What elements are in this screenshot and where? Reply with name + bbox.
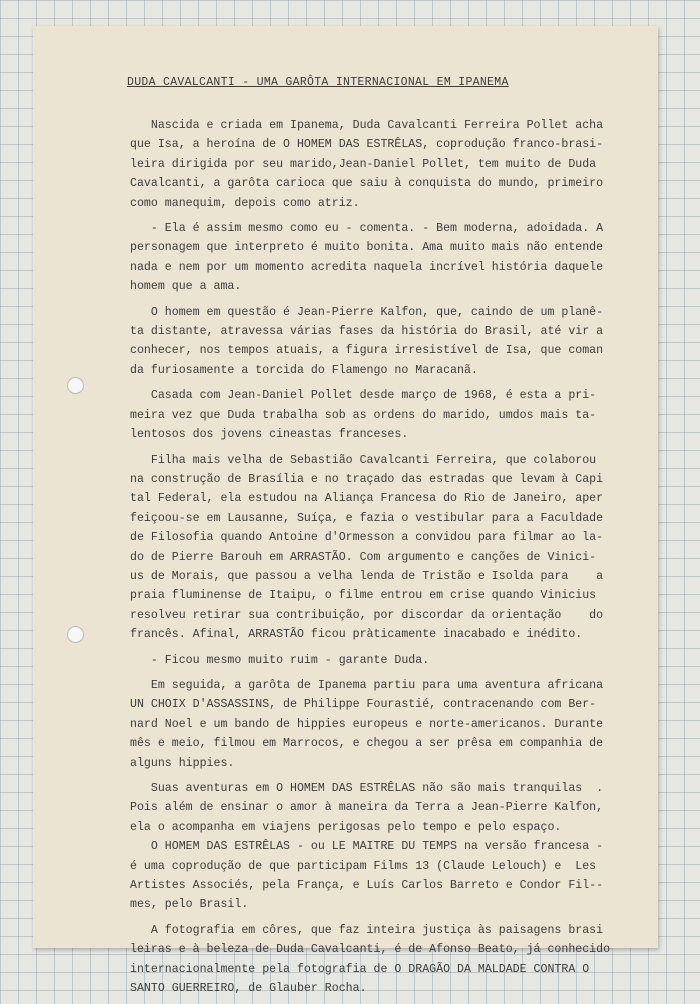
- text-line: - Ficou mesmo muito ruim - garante Duda.: [130, 653, 430, 667]
- text-line: nard Noel e um bando de hippies europeus e norte-americanos. Durante: [130, 717, 604, 731]
- text-line: praia fluminense de Itaipu, o filme entrou em crise quando Vinicius: [130, 589, 597, 603]
- paragraph: [130, 676, 670, 773]
- text-line: mes, pelo Brasil.: [130, 898, 249, 912]
- text-line: na construção de Brasília e no traçado das estradas que levam à Capi: [130, 472, 604, 486]
- text-line: feiçoou-se em Lausanne, Suíça, e fazia o vestibular para a Faculdade: [130, 511, 604, 525]
- text-line: é uma coprodução de que participam Films 13 (Claude Lelouch) e Les: [130, 859, 597, 873]
- text-line: leira dirigida por seu marido,Jean-Daniel Pollet, tem muito de Duda: [130, 157, 597, 171]
- text-line: homem que a ama.: [130, 280, 242, 294]
- text-line: A fotografia em côres, que faz inteira justiça às paisagens brasi: [130, 923, 604, 937]
- text-line: Suas aventuras em O HOMEM DAS ESTRÊLAS não são mais tranquilas .: [130, 782, 604, 795]
- paragraph: [130, 386, 670, 444]
- text-line: resolveu retirar sua contribuição, por discordar da orientação do: [130, 608, 604, 622]
- text-line: francês. Afinal, ARRASTÃO ficou pràticamente inacabado e inédito.: [130, 628, 583, 642]
- typewritten-page: [33, 26, 658, 996]
- text-line: O homem em questão é Jean-Pierre Kalfon, que, caindo de um planê-: [130, 305, 604, 319]
- text-line: O HOMEM DAS ESTRÊLAS - ou LE MAITRE DU TEMPS na versão francesa -: [130, 840, 604, 854]
- paragraph: [130, 116, 670, 213]
- text-line: leiras e à beleza de Duda Cavalcanti, é de Afonso Beato, já conhecido: [130, 943, 611, 957]
- text-line: alguns hippies.: [130, 756, 235, 770]
- paragraph: [130, 651, 670, 670]
- text-line: SANTO GUERREIRO, de Glauber Rocha.: [130, 982, 367, 996]
- text-line: Pois além de ensinar o amor à maneira da Terra a Jean-Pierre Kalfon,: [130, 801, 604, 815]
- paragraph: [130, 921, 670, 999]
- text-line: Casada com Jean-Daniel Pollet desde março de 1968, é esta a pri-: [130, 389, 597, 403]
- document-title: DUDA CAVALCANTI - UMA GARÔTA INTERNACIONAL EM IPANEMA: [127, 76, 509, 89]
- text-line: personagem que interpreto é muito bonita. Ama muito mais não entende: [130, 241, 604, 255]
- text-line: tal Federal, ela estudou na Aliança Francesa do Rio de Janeiro, aper: [130, 492, 604, 506]
- text-line: internacionalmente pela fotografia de O DRAGÃO DA MALDADE CONTRA O: [130, 962, 590, 976]
- text-line: us de Morais, que passou a velha lenda de Tristão e Isolda para a: [130, 569, 604, 583]
- text-line: mês e meio, filmou em Marrocos, e chegou a ser prêsa em companhia de: [130, 737, 604, 751]
- text-line: do de Pierre Barouh em ARRASTÃO. Com argumento e canções de Vinici-: [130, 550, 597, 564]
- text-line: Cavalcanti, a garôta carioca que saiu à conquista do mundo, primeiro: [130, 177, 604, 191]
- paragraph: [130, 451, 670, 645]
- text-line: Em seguida, a garôta de Ipanema partiu para uma aventura africana: [130, 678, 604, 692]
- text-line: meira vez que Duda trabalha sob as ordens do marido, umdos mais ta-: [130, 408, 597, 422]
- text-line: conhecer, nos tempos atuais, a figura irresistível de Isa, que coman: [130, 344, 604, 358]
- text-line: Filha mais velha de Sebastião Cavalcanti Ferreira, que colaborou: [130, 453, 597, 467]
- paragraph: [130, 219, 670, 297]
- text-line: ela o acompanha em viajens perigosas pelo tempo e pelo espaço.: [130, 820, 562, 834]
- text-line: que Isa, a heroína de O HOMEM DAS ESTRÊLAS, coprodução franco-brasi-: [130, 138, 604, 152]
- text-line: da furiosamente a torcida do Flamengo no Maracanã.: [130, 363, 478, 377]
- paragraph: [130, 779, 670, 915]
- document-body: [130, 116, 670, 1004]
- punch-hole: [67, 626, 84, 643]
- paragraph: [130, 303, 670, 381]
- text-line: de Filosofia quando Antoine d'Ormesson a convidou para filmar ao la-: [130, 531, 604, 545]
- text-line: ta distante, atravessa várias fases da história do Brasil, até vir a: [130, 325, 604, 339]
- text-line: Nascida e criada em Ipanema, Duda Cavalcanti Ferreira Pollet acha: [130, 119, 604, 132]
- text-line: como manequim, depois como atriz.: [130, 196, 360, 210]
- text-line: Artistes Associés, pela França, e Luís Carlos Barreto e Condor Fil--: [130, 879, 604, 893]
- text-line: - Ela é assim mesmo como eu - comenta. - Bem moderna, adoidada. A: [130, 222, 604, 236]
- punch-hole: [67, 377, 84, 394]
- text-line: lentosos dos jovens cineastas franceses.: [130, 428, 409, 442]
- text-line: nada e nem por um momento acredita naquela incrível história daquele: [130, 260, 604, 274]
- text-line: UN CHOIX D'ASSASSINS, de Philippe Fourastié, contracenando com Ber-: [130, 698, 597, 712]
